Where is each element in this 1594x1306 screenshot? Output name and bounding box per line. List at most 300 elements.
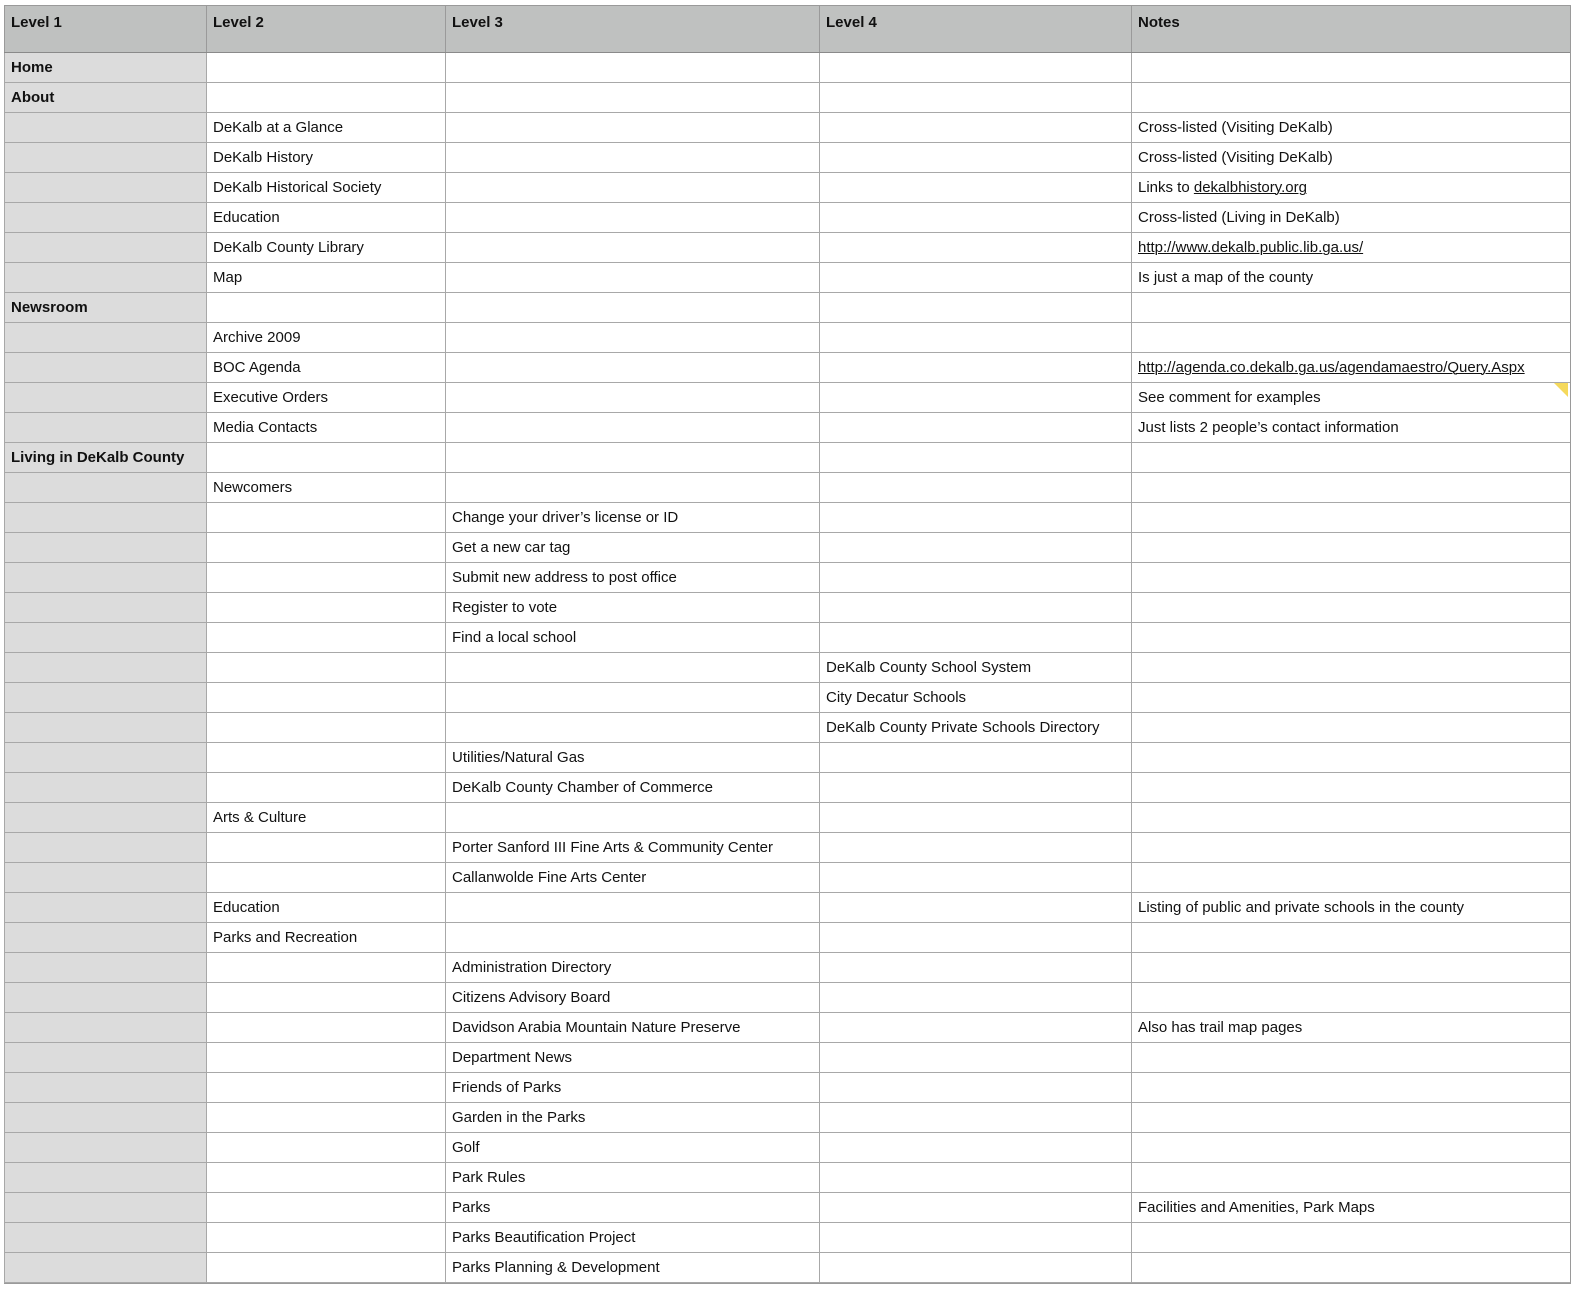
cell-level-2[interactable] — [206, 293, 445, 322]
cell-level-1-text: About — [11, 89, 55, 106]
cell-level-4[interactable] — [819, 1253, 1131, 1282]
cell-level-1[interactable] — [4, 893, 206, 922]
cell-level-3[interactable] — [445, 293, 819, 322]
cell-level-1[interactable] — [4, 923, 206, 952]
column-header-level-3[interactable]: Level 3 — [445, 6, 819, 52]
cell-notes[interactable] — [1131, 563, 1570, 592]
cell-level-1[interactable] — [4, 53, 206, 82]
cell-level-2[interactable] — [206, 653, 445, 682]
cell-notes[interactable] — [1131, 203, 1570, 232]
cell-notes[interactable] — [1131, 293, 1570, 322]
cell-level-3[interactable] — [445, 143, 819, 172]
cell-level-3[interactable] — [445, 1253, 819, 1282]
cell-level-4[interactable] — [819, 323, 1131, 352]
cell-level-4[interactable] — [819, 1193, 1131, 1222]
cell-level-4[interactable] — [819, 653, 1131, 682]
cell-notes[interactable] — [1131, 473, 1570, 502]
cell-level-2-text: Media Contacts — [213, 419, 318, 436]
cell-level-3-text: Administration Directory — [452, 959, 612, 976]
cell-notes[interactable] — [1131, 1013, 1570, 1042]
cell-level-4[interactable] — [819, 413, 1131, 442]
cell-level-2-text: DeKalb at a Glance — [213, 119, 344, 136]
cell-level-2[interactable] — [206, 1163, 445, 1192]
cell-level-4[interactable] — [819, 233, 1131, 262]
cell-level-4-text: DeKalb County Private Schools Directory — [826, 719, 1100, 736]
cell-level-2[interactable] — [206, 173, 445, 202]
cell-level-1[interactable] — [4, 1043, 206, 1072]
table-row — [4, 143, 1570, 173]
cell-level-3[interactable] — [445, 743, 819, 772]
table-row — [4, 1193, 1570, 1223]
table-row — [4, 53, 1570, 83]
table-row — [4, 593, 1570, 623]
cell-level-1[interactable] — [4, 1103, 206, 1132]
table-row — [4, 83, 1570, 113]
cell-level-2[interactable] — [206, 563, 445, 592]
cell-level-4[interactable] — [819, 83, 1131, 112]
cell-notes[interactable] — [1131, 653, 1570, 682]
cell-notes[interactable] — [1131, 443, 1570, 472]
cell-level-2[interactable] — [206, 983, 445, 1012]
cell-level-2[interactable] — [206, 683, 445, 712]
cell-level-4[interactable] — [819, 803, 1131, 832]
cell-level-2[interactable] — [206, 1043, 445, 1072]
cell-level-4[interactable] — [819, 593, 1131, 622]
comment-indicator-icon[interactable] — [1554, 383, 1568, 397]
cell-level-4[interactable] — [819, 353, 1131, 382]
table-body — [4, 53, 1570, 1283]
cell-level-4[interactable] — [819, 743, 1131, 772]
cell-level-2[interactable] — [206, 803, 445, 832]
cell-notes[interactable] — [1131, 923, 1570, 952]
cell-level-3[interactable] — [445, 53, 819, 82]
cell-notes[interactable] — [1131, 863, 1570, 892]
cell-level-3[interactable] — [445, 443, 819, 472]
cell-level-1[interactable] — [4, 1253, 206, 1282]
cell-level-2[interactable] — [206, 923, 445, 952]
cell-level-4[interactable] — [819, 953, 1131, 982]
table-row — [4, 1163, 1570, 1193]
cell-notes[interactable] — [1131, 773, 1570, 802]
table-row — [4, 743, 1570, 773]
cell-level-2[interactable] — [206, 593, 445, 622]
table-row — [4, 443, 1570, 473]
table-row — [4, 953, 1570, 983]
cell-level-2[interactable] — [206, 113, 445, 142]
cell-notes[interactable] — [1131, 323, 1570, 352]
cell-notes[interactable] — [1131, 1163, 1570, 1192]
table-row — [4, 353, 1570, 383]
table-row — [4, 293, 1570, 323]
cell-level-4[interactable] — [819, 173, 1131, 202]
cell-notes-text: Links to — [1138, 179, 1194, 196]
table-row — [4, 473, 1570, 503]
cell-level-4[interactable] — [819, 923, 1131, 952]
cell-notes[interactable] — [1131, 623, 1570, 652]
cell-notes-text: Just lists 2 people’s contact information — [1138, 419, 1399, 436]
cell-level-3-text: Citizens Advisory Board — [452, 989, 611, 1006]
cell-level-2-text: DeKalb County Library — [213, 239, 364, 256]
cell-level-3-text: Parks — [452, 1199, 491, 1216]
cell-notes[interactable] — [1131, 1253, 1570, 1282]
cell-level-1[interactable] — [4, 143, 206, 172]
column-header-level-1[interactable]: Level 1 — [4, 6, 206, 52]
cell-notes[interactable] — [1131, 593, 1570, 622]
cell-level-1[interactable] — [4, 983, 206, 1012]
cell-level-1[interactable] — [4, 833, 206, 862]
cell-level-3-text: Parks Planning & Development — [452, 1259, 660, 1276]
cell-level-4[interactable] — [819, 473, 1131, 502]
cell-level-1[interactable] — [4, 1193, 206, 1222]
cell-notes[interactable] — [1131, 803, 1570, 832]
cell-level-3-text: Find a local school — [452, 629, 577, 646]
cell-notes[interactable] — [1131, 263, 1570, 292]
cell-level-4-text: City Decatur Schools — [826, 689, 967, 706]
cell-level-3-text: Friends of Parks — [452, 1079, 562, 1096]
cell-level-3[interactable] — [445, 173, 819, 202]
cell-level-4[interactable] — [819, 893, 1131, 922]
cell-level-3[interactable] — [445, 1193, 819, 1222]
notes-link[interactable]: http://agenda.co.dekalb.ga.us/agendamaestro/Query.Aspx — [1138, 359, 1525, 376]
cell-notes-text: Cross-listed (Visiting DeKalb) — [1138, 149, 1333, 166]
notes-link[interactable]: http://www.dekalb.public.lib.ga.us/ — [1138, 239, 1364, 256]
cell-level-3[interactable] — [445, 1163, 819, 1192]
cell-level-3-text: DeKalb County Chamber of Commerce — [452, 779, 713, 796]
cell-notes[interactable] — [1131, 113, 1570, 142]
cell-level-2[interactable] — [206, 623, 445, 652]
table-row — [4, 1223, 1570, 1253]
cell-level-3[interactable] — [445, 623, 819, 652]
cell-level-3[interactable] — [445, 713, 819, 742]
cell-level-3[interactable] — [445, 563, 819, 592]
cell-level-2[interactable] — [206, 143, 445, 172]
cell-level-1-text: Home — [11, 59, 53, 76]
cell-level-1[interactable] — [4, 803, 206, 832]
cell-level-2[interactable] — [206, 353, 445, 382]
cell-level-2-text: BOC Agenda — [213, 359, 301, 376]
cell-notes[interactable] — [1131, 83, 1570, 112]
table-row — [4, 203, 1570, 233]
cell-level-4[interactable] — [819, 713, 1131, 742]
cell-notes-text: Cross-listed (Living in DeKalb) — [1138, 209, 1340, 226]
cell-level-2[interactable] — [206, 263, 445, 292]
cell-level-3[interactable] — [445, 323, 819, 352]
cell-level-2[interactable] — [206, 383, 445, 412]
cell-level-1[interactable] — [4, 203, 206, 232]
cell-level-1[interactable] — [4, 623, 206, 652]
cell-notes[interactable] — [1131, 953, 1570, 982]
table-row — [4, 983, 1570, 1013]
cell-level-3-text: Garden in the Parks — [452, 1109, 586, 1126]
table-row — [4, 623, 1570, 653]
table-row — [4, 653, 1570, 683]
cell-notes[interactable] — [1131, 353, 1570, 382]
cell-level-1[interactable] — [4, 353, 206, 382]
cell-level-2-text: Map — [213, 269, 243, 286]
cell-notes-text: Facilities and Amenities, Park Maps — [1138, 1199, 1375, 1216]
cell-level-4[interactable] — [819, 443, 1131, 472]
cell-level-1[interactable] — [4, 713, 206, 742]
cell-level-2[interactable] — [206, 1253, 445, 1282]
cell-level-2[interactable] — [206, 233, 445, 262]
cell-level-3[interactable] — [445, 1133, 819, 1162]
cell-level-3-text: Porter Sanford III Fine Arts & Community Center — [452, 839, 773, 856]
spreadsheet — [4, 5, 1571, 1284]
cell-level-4[interactable] — [819, 293, 1131, 322]
notes-link[interactable]: dekalbhistory.org — [1193, 179, 1307, 196]
cell-notes-text: Cross-listed (Visiting DeKalb) — [1138, 119, 1333, 136]
cell-level-2-text: Archive 2009 — [213, 329, 301, 346]
cell-level-2[interactable] — [206, 413, 445, 442]
cell-notes[interactable] — [1131, 683, 1570, 712]
cell-notes-text: See comment for examples — [1138, 389, 1321, 406]
cell-notes[interactable] — [1131, 1133, 1570, 1162]
cell-level-3[interactable] — [445, 893, 819, 922]
cell-level-3-text: Callanwolde Fine Arts Center — [452, 869, 647, 886]
cell-level-2-text: Arts & Culture — [213, 809, 307, 826]
cell-level-1[interactable] — [4, 413, 206, 442]
cell-level-3[interactable] — [445, 803, 819, 832]
cell-level-3[interactable] — [445, 233, 819, 262]
cell-level-2[interactable] — [206, 1133, 445, 1162]
table-row — [4, 1103, 1570, 1133]
cell-level-3[interactable] — [445, 383, 819, 412]
cell-level-1[interactable] — [4, 1013, 206, 1042]
cell-level-1[interactable] — [4, 1163, 206, 1192]
table-row — [4, 323, 1570, 353]
cell-level-3[interactable] — [445, 1013, 819, 1042]
cell-level-3[interactable] — [445, 1073, 819, 1102]
cell-level-1[interactable] — [4, 233, 206, 262]
cell-level-1[interactable] — [4, 83, 206, 112]
cell-level-3[interactable] — [445, 953, 819, 982]
cell-level-3[interactable] — [445, 923, 819, 952]
cell-level-1-text: Living in DeKalb County — [11, 449, 185, 466]
table-row — [4, 113, 1570, 143]
cell-level-3[interactable] — [445, 113, 819, 142]
table-row — [4, 893, 1570, 923]
cell-level-4[interactable] — [819, 503, 1131, 532]
table-row — [4, 503, 1570, 533]
cell-level-4[interactable] — [819, 683, 1131, 712]
cell-level-3[interactable] — [445, 503, 819, 532]
table-row — [4, 773, 1570, 803]
cell-level-1[interactable] — [4, 503, 206, 532]
cell-level-3-text: Utilities/Natural Gas — [452, 749, 585, 766]
table-row — [4, 803, 1570, 833]
cell-level-1[interactable] — [4, 443, 206, 472]
table-row — [4, 863, 1570, 893]
table-row — [4, 383, 1570, 413]
cell-notes-text: Listing of public and private schools in the county — [1138, 899, 1465, 916]
cell-level-3-text: Get a new car tag — [452, 539, 571, 556]
cell-level-3[interactable] — [445, 863, 819, 892]
cell-level-4[interactable] — [819, 833, 1131, 862]
column-header-level-4[interactable]: Level 4 — [819, 6, 1131, 52]
cell-level-2[interactable] — [206, 1193, 445, 1222]
cell-level-3[interactable] — [445, 1043, 819, 1072]
cell-notes[interactable] — [1131, 1043, 1570, 1072]
cell-notes[interactable] — [1131, 833, 1570, 862]
cell-level-3[interactable] — [445, 683, 819, 712]
cell-level-3[interactable] — [445, 1223, 819, 1252]
cell-level-4[interactable] — [819, 203, 1131, 232]
cell-level-1[interactable] — [4, 383, 206, 412]
cell-level-2[interactable] — [206, 473, 445, 502]
cell-notes[interactable] — [1131, 533, 1570, 562]
cell-level-3[interactable] — [445, 593, 819, 622]
cell-level-4[interactable] — [819, 1163, 1131, 1192]
cell-level-2-text: DeKalb History — [213, 149, 314, 166]
cell-level-1[interactable] — [4, 743, 206, 772]
cell-level-2[interactable] — [206, 713, 445, 742]
cell-level-2[interactable] — [206, 203, 445, 232]
cell-notes[interactable] — [1131, 233, 1570, 262]
cell-notes-text: Is just a map of the county — [1138, 269, 1314, 286]
cell-level-3[interactable] — [445, 473, 819, 502]
cell-level-1[interactable] — [4, 173, 206, 202]
cell-level-3[interactable] — [445, 983, 819, 1012]
cell-level-1[interactable] — [4, 1223, 206, 1252]
cell-level-3-text: Department News — [452, 1049, 573, 1066]
cell-level-1[interactable] — [4, 773, 206, 802]
cell-level-4[interactable] — [819, 863, 1131, 892]
cell-level-2[interactable] — [206, 83, 445, 112]
cell-level-4[interactable] — [819, 1103, 1131, 1132]
cell-notes[interactable] — [1131, 1103, 1570, 1132]
cell-notes[interactable] — [1131, 983, 1570, 1012]
table-row — [4, 1253, 1570, 1283]
cell-level-2[interactable] — [206, 893, 445, 922]
cell-level-1-text: Newsroom — [11, 299, 88, 316]
cell-level-1[interactable] — [4, 1133, 206, 1162]
cell-level-2[interactable] — [206, 1103, 445, 1132]
cell-level-2[interactable] — [206, 1223, 445, 1252]
table-row — [4, 713, 1570, 743]
table-row — [4, 173, 1570, 203]
cell-level-2[interactable] — [206, 863, 445, 892]
cell-level-4[interactable] — [819, 983, 1131, 1012]
table-row — [4, 923, 1570, 953]
cell-level-3[interactable] — [445, 833, 819, 862]
cell-notes[interactable] — [1131, 1223, 1570, 1252]
cell-notes[interactable] — [1131, 383, 1570, 412]
cell-level-4[interactable] — [819, 1223, 1131, 1252]
cell-level-4[interactable] — [819, 1043, 1131, 1072]
cell-notes[interactable] — [1131, 503, 1570, 532]
column-header-level-2[interactable]: Level 2 — [206, 6, 445, 52]
cell-level-3-text: Change your driver’s license or ID — [452, 509, 679, 526]
cell-level-1[interactable] — [4, 563, 206, 592]
cell-level-2[interactable] — [206, 1073, 445, 1102]
table-row — [4, 1043, 1570, 1073]
cell-level-2[interactable] — [206, 1013, 445, 1042]
cell-level-3[interactable] — [445, 203, 819, 232]
cell-level-1[interactable] — [4, 113, 206, 142]
cell-level-4[interactable] — [819, 53, 1131, 82]
cell-level-3[interactable] — [445, 83, 819, 112]
cell-level-1[interactable] — [4, 293, 206, 322]
header-row — [4, 5, 1570, 53]
cell-level-2[interactable] — [206, 503, 445, 532]
cell-level-4[interactable] — [819, 1133, 1131, 1162]
cell-level-1[interactable] — [4, 953, 206, 982]
table-row — [4, 413, 1570, 443]
cell-level-3[interactable] — [445, 653, 819, 682]
cell-level-1[interactable] — [4, 1073, 206, 1102]
column-header-notes[interactable]: Notes — [1131, 6, 1570, 52]
cell-level-4[interactable] — [819, 563, 1131, 592]
cell-notes[interactable] — [1131, 713, 1570, 742]
cell-level-4[interactable] — [819, 263, 1131, 292]
cell-notes[interactable] — [1131, 893, 1570, 922]
cell-notes[interactable] — [1131, 743, 1570, 772]
cell-level-1[interactable] — [4, 863, 206, 892]
cell-level-2-text: Newcomers — [213, 479, 293, 496]
cell-level-4[interactable] — [819, 773, 1131, 802]
table-row — [4, 1133, 1570, 1163]
cell-level-2[interactable] — [206, 443, 445, 472]
cell-level-4-text: DeKalb County School System — [826, 659, 1032, 676]
cell-notes[interactable] — [1131, 1073, 1570, 1102]
cell-level-2[interactable] — [206, 953, 445, 982]
cell-level-3-text: Submit new address to post office — [452, 569, 677, 586]
cell-level-2[interactable] — [206, 53, 445, 82]
cell-level-3-text: Golf — [452, 1139, 480, 1156]
cell-notes[interactable] — [1131, 53, 1570, 82]
table-row — [4, 233, 1570, 263]
cell-notes[interactable] — [1131, 413, 1570, 442]
cell-level-4[interactable] — [819, 623, 1131, 652]
cell-notes[interactable] — [1131, 1193, 1570, 1222]
cell-level-3-text: Register to vote — [452, 599, 558, 616]
table-row — [4, 533, 1570, 563]
cell-level-4[interactable] — [819, 1013, 1131, 1042]
cell-level-1[interactable] — [4, 683, 206, 712]
table-row — [4, 563, 1570, 593]
cell-level-3[interactable] — [445, 773, 819, 802]
cell-level-1[interactable] — [4, 653, 206, 682]
cell-level-2[interactable] — [206, 533, 445, 562]
cell-level-3[interactable] — [445, 1103, 819, 1132]
cell-level-1[interactable] — [4, 533, 206, 562]
cell-level-3[interactable] — [445, 353, 819, 382]
cell-level-3[interactable] — [445, 263, 819, 292]
cell-level-4[interactable] — [819, 113, 1131, 142]
cell-level-2[interactable] — [206, 833, 445, 862]
cell-level-2[interactable] — [206, 323, 445, 352]
cell-level-4[interactable] — [819, 143, 1131, 172]
cell-notes[interactable] — [1131, 173, 1570, 202]
cell-level-4[interactable] — [819, 383, 1131, 412]
cell-level-1[interactable] — [4, 473, 206, 502]
cell-level-4[interactable] — [819, 533, 1131, 562]
cell-level-3[interactable] — [445, 413, 819, 442]
cell-level-3-text: Davidson Arabia Mountain Nature Preserve — [452, 1019, 741, 1036]
cell-level-2[interactable] — [206, 743, 445, 772]
cell-notes[interactable] — [1131, 143, 1570, 172]
cell-level-3[interactable] — [445, 533, 819, 562]
table-row — [4, 1073, 1570, 1103]
table-row — [4, 833, 1570, 863]
cell-level-1[interactable] — [4, 593, 206, 622]
cell-level-1[interactable] — [4, 323, 206, 352]
cell-level-2[interactable] — [206, 773, 445, 802]
cell-level-1[interactable] — [4, 263, 206, 292]
cell-level-2-text: Executive Orders — [213, 389, 329, 406]
cell-notes-text: Also has trail map pages — [1138, 1019, 1303, 1036]
cell-level-4[interactable] — [819, 1073, 1131, 1102]
